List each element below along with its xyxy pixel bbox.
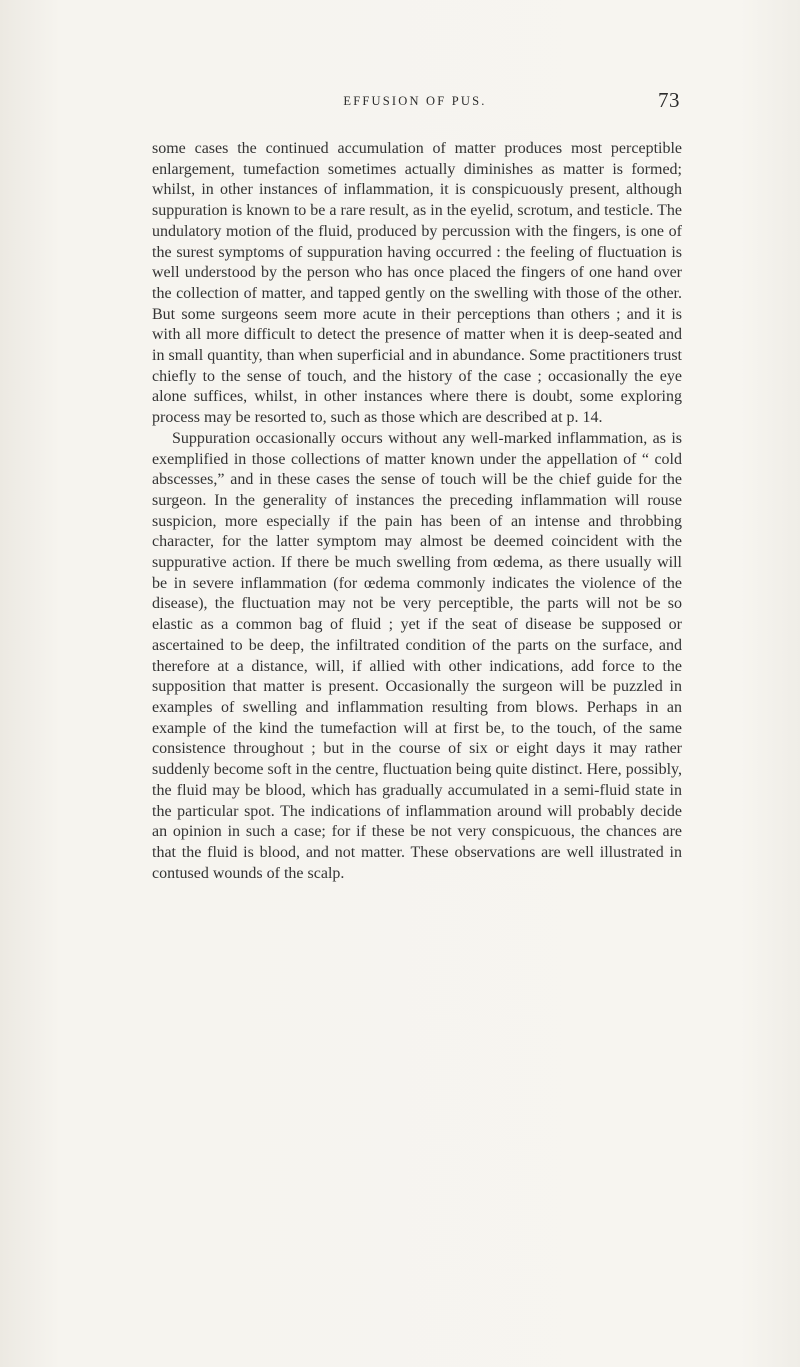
page-header — [150, 90, 680, 120]
body-text — [152, 139, 682, 884]
paragraph: some cases the continued accumulation of matter produces most perceptible enlargement, tumefaction sometimes actually diminishes as matter is formed; whilst, in other instances of inflammation, it is conspicuously present, although suppuration is known to be a rare result, as in the eyelid, scrotum, and testicle. The undulatory motion of the fluid, produced by percussion with the fingers, is one of the surest symptoms of suppuration having occurred : the feeling of fluctuation is well understood by the person who has once placed the fingers of one hand over the collection of matter, and tapped gently on the swelling with those of the other. But some surgeons seem more acute in their perceptions than others ; and it is with all more difficult to detect the presence of matter when it is deep-seated and in small quantity, than when superficial and in abundance. Some practitioners trust chiefly to the sense of touch, and the history of the case ; occasionally the eye alone suffices, whilst, in other instances where there is doubt, some exploring process may be resorted to, such as those which are described at p. 14. — [152, 140, 682, 427]
paragraph: Suppuration occasionally occurs without any well-marked inflammation, as is exemplified in those collections of matter known under the appellation of “ cold abscesses,” and in these cases the sense of touch will be the chief guide for the surgeon. In the generality of instances the preceding inflammation will rouse suspicion, more especially if the pain has been of an intense and throbbing character, for the latter symptom may almost be deemed coincident with the suppurative action. If there be much swelling from œdema, as there usually will be in severe inflammation (for œdema commonly indicates the violence of the disease), the fluctuation may not be very perceptible, the parts will not be so elastic as a common bag of fluid ; yet if the seat of disease be supposed or ascertained to be deep, the infiltrated condition of the parts on the surface, and therefore at a distance, will, if allied with other indications, add force to the supposition that matter is present. Occasionally the surgeon will be puzzled in examples of swelling and inflammation resulting from blows. Perhaps in an example of the kind the tumefaction will at first be, to the touch, of the same consistence throughout ; but in the course of six or eight days it may rather suddenly become soft in the centre, fluctuation being quite distinct. Here, possibly, the fluid may be blood, which has gradually accumulated in a semi-fluid state in the particular spot. The indications of inflammation around will probably decide an opinion in such a case; for if these be not very conspicuous, the chances are that the fluid is blood, and not matter. These observations are well illustrated in contused wounds of the scalp. — [152, 429, 682, 882]
running-head: EFFUSION OF PUS. — [343, 94, 487, 108]
page-number: 73 — [658, 88, 680, 112]
